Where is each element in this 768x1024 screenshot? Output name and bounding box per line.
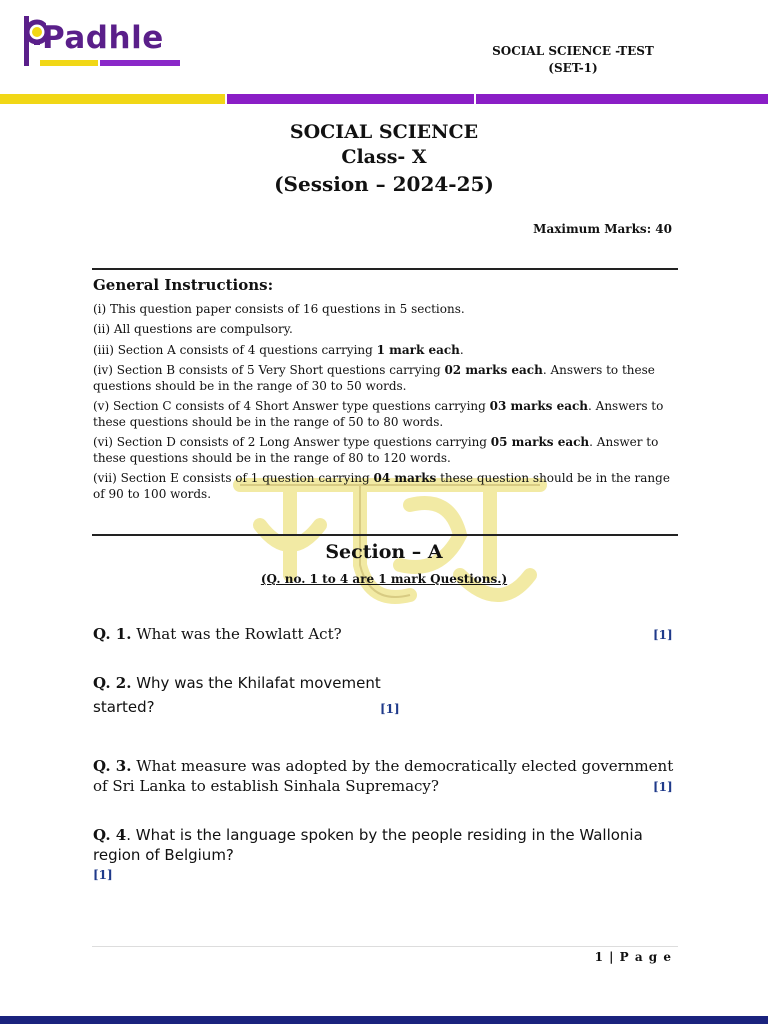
logo-purple-bar	[100, 60, 180, 66]
footer-divider	[92, 946, 678, 947]
maximum-marks: Maximum Marks: 40	[533, 222, 672, 236]
padhle-logo	[22, 14, 172, 72]
question-3-marks: [1]	[653, 780, 673, 794]
question-2-cont: started?	[93, 698, 155, 716]
logo-wordmark: Padhle	[42, 20, 164, 56]
instruction-item: (i) This question paper consists of 16 questions in 5 sections.	[93, 302, 465, 316]
instruction-item: (vii) Section E consists of 1 question carrying 04 marks these question should be in the range of 90 to 100 words.	[93, 471, 670, 501]
logo-yellow-bar	[40, 60, 98, 66]
instruction-item: (v) Section C consists of 4 Short Answer type questions carrying 03 marks each. Answers to these questions should be in the range of 50 to 80 words.	[93, 399, 664, 429]
instruction-item: (vi) Section D consists of 2 Long Answer type questions carrying 05 marks each. Answer to these questions should be in the range of 80 to 120 words.	[93, 435, 659, 465]
instructions-heading: General Instructions:	[93, 276, 274, 294]
instruction-item: (iv) Section B consists of 5 Very Short questions carrying 02 marks each. Answers to these questions should be in the range of 30 to 50 words.	[93, 363, 655, 393]
question-4: Q. 4. What is the language spoken by the people residing in the Wallonia region of Belgium?	[93, 826, 643, 864]
test-set: (SET-1)	[548, 61, 598, 75]
header-band-purple	[227, 94, 474, 104]
question-1-marks: [1]	[653, 628, 673, 642]
header-band-yellow	[0, 94, 225, 104]
subject-title: SOCIAL SCIENCE	[289, 121, 479, 143]
class-title: Class- X	[341, 146, 427, 168]
section-subtitle: (Q. no. 1 to 4 are 1 mark Questions.)	[260, 572, 508, 586]
question-3: Q. 3. What measure was adopted by the democratically elected government of Sri Lanka to establish Sinhala Supremacy?	[93, 757, 674, 795]
question-1: Q. 1. What was the Rowlatt Act?	[93, 625, 342, 643]
session-title: (Session – 2024-25)	[274, 172, 494, 196]
divider-bottom	[92, 534, 678, 536]
section-title: Section – A	[325, 541, 443, 563]
instruction-item: (iii) Section A consists of 4 questions carrying 1 mark each.	[93, 343, 464, 357]
divider-top	[92, 268, 678, 270]
footer-band	[0, 1016, 768, 1024]
page-number: 1 | P a g e	[594, 950, 672, 964]
instruction-item: (ii) All questions are compulsory.	[93, 322, 293, 336]
question-2: Q. 2. Why was the Khilafat movement	[93, 674, 381, 692]
test-title: SOCIAL SCIENCE -TEST	[492, 44, 654, 58]
header-band-purple-right	[476, 94, 768, 104]
question-2-marks: [1]	[380, 702, 400, 716]
question-4-marks: [1]	[93, 868, 113, 882]
